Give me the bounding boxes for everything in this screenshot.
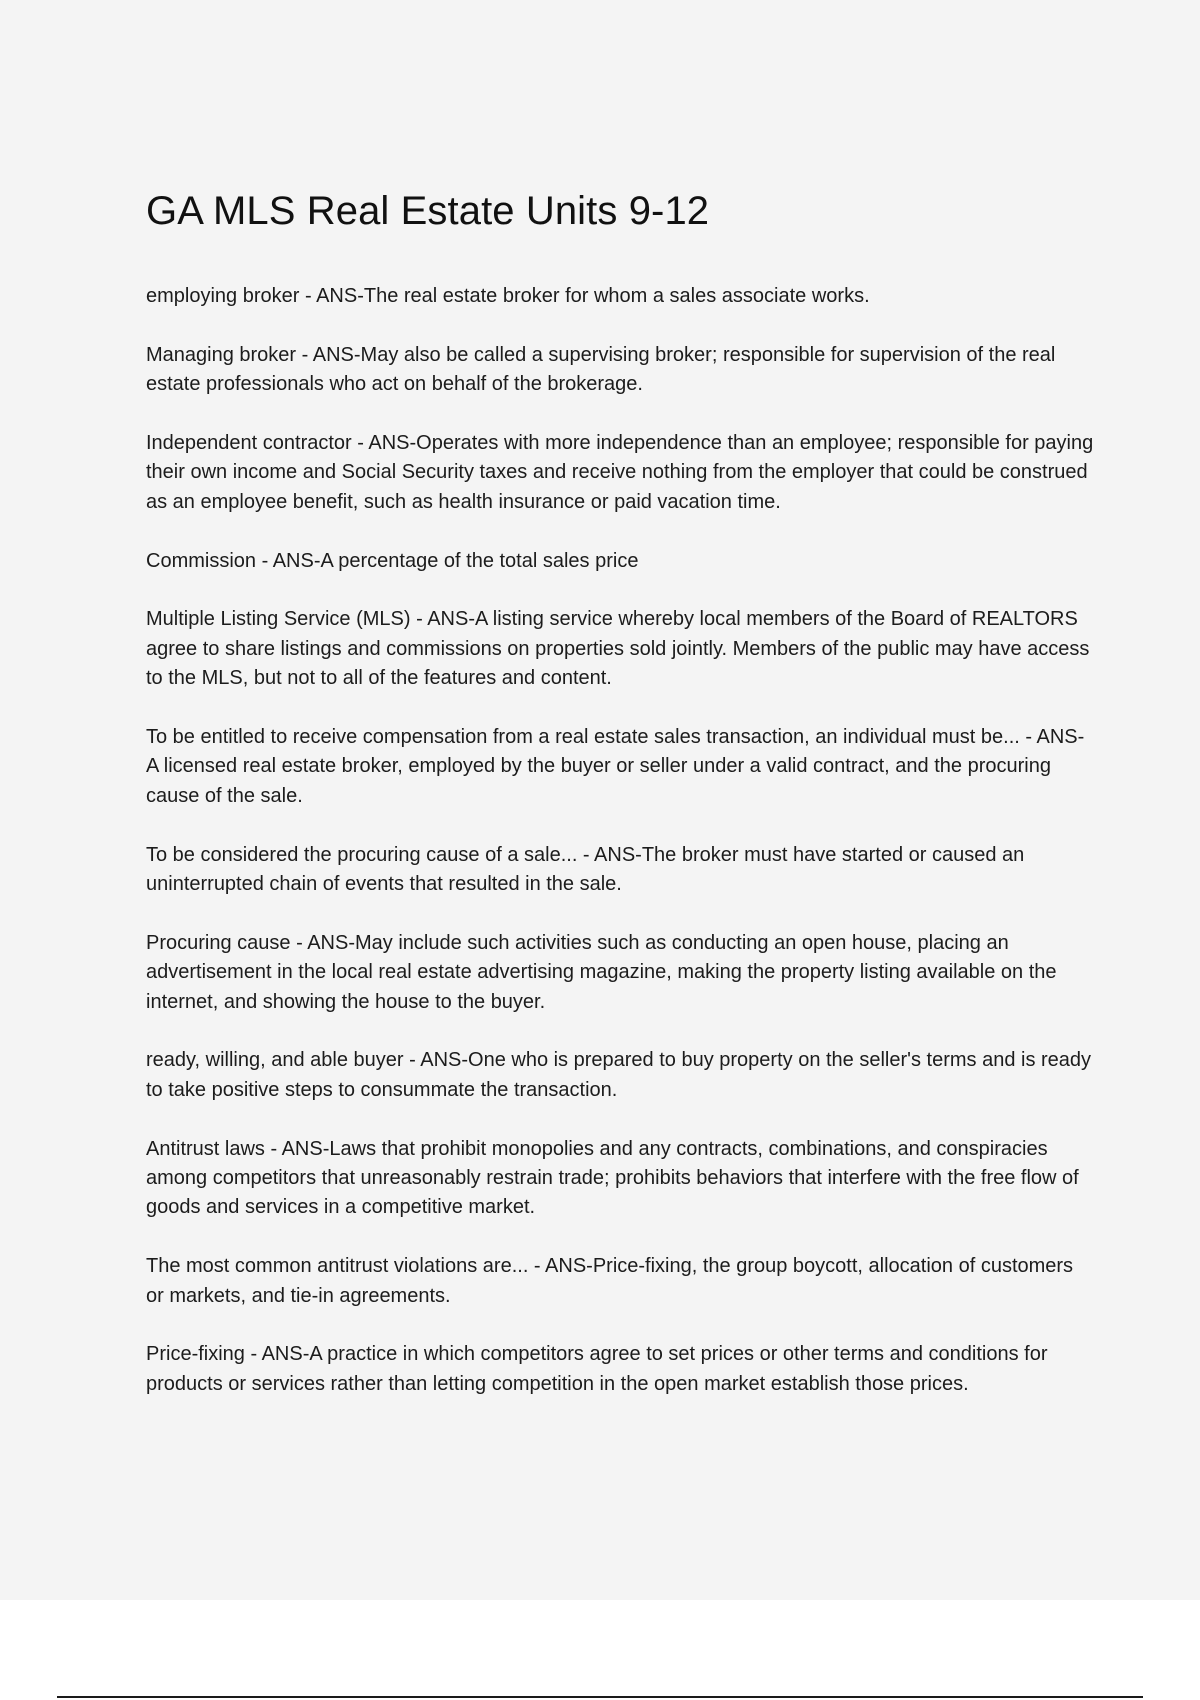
- qa-item: Independent contractor - ANS-Operates with more independence than an employee; responsible for paying their own income and Social Security taxes and receive nothing from the employer that could be construed as an employee benefit, such as health insurance or paid vacation time.: [146, 432, 1094, 513]
- qa-item: Managing broker - ANS-May also be called a supervising broker; responsible for supervision of the real estate professionals who act on behalf of the brokerage.: [146, 343, 1056, 396]
- qa-item: Multiple Listing Service (MLS) - ANS-A listing service whereby local members of the Board of REALTORS agree to share listings and commissions on properties sold jointly. Members of the public may have access to the MLS, but not to all of the features and content.: [146, 608, 1090, 690]
- qa-item: employing broker - ANS-The real estate broker for whom a sales associate works.: [146, 285, 870, 307]
- qa-item: Commission - ANS-A percentage of the total sales price: [146, 549, 639, 572]
- qa-item: Procuring cause - ANS-May include such activities such as conducting an open house, placing an advertisement in the local real estate advertising magazine, making the property listing available on the internet, and showing the house to the buyer.: [146, 931, 1057, 1013]
- qa-item: To be considered the procuring cause of a sale... - ANS-The broker must have started or caused an uninterrupted chain of events that resulted in the sale.: [146, 843, 1025, 896]
- document-content: [146, 184, 1096, 1429]
- qa-item: Price-fixing - ANS-A practice in which competitors agree to set prices or other terms and conditions for products or services rather than letting competition in the open market establish those prices.: [146, 1343, 1048, 1395]
- qa-item: ready, willing, and able buyer - ANS-One who is prepared to buy property on the seller's terms and is ready to take positive steps to consummate the transaction.: [146, 1049, 1092, 1101]
- document-title: GA MLS Real Estate Units 9-12: [146, 189, 710, 233]
- qa-item: The most common antitrust violations are... - ANS-Price-fixing, the group boycott, allocation of customers or markets, and tie-in agreements.: [146, 1255, 1074, 1307]
- footer-divider: [57, 1696, 1143, 1698]
- qa-item: To be entitled to receive compensation from a real estate sales transaction, an individual must be... - ANS-A licensed real estate broker, employed by the buyer or seller under a valid contract, and the procuring cause of the sale.: [146, 726, 1085, 807]
- qa-item: Antitrust laws - ANS-Laws that prohibit monopolies and any contracts, combinations, and conspiracies among competitors that unreasonably restrain trade; prohibits behaviors that interfere with the free flow of goods and services in a competitive market.: [146, 1137, 1079, 1219]
